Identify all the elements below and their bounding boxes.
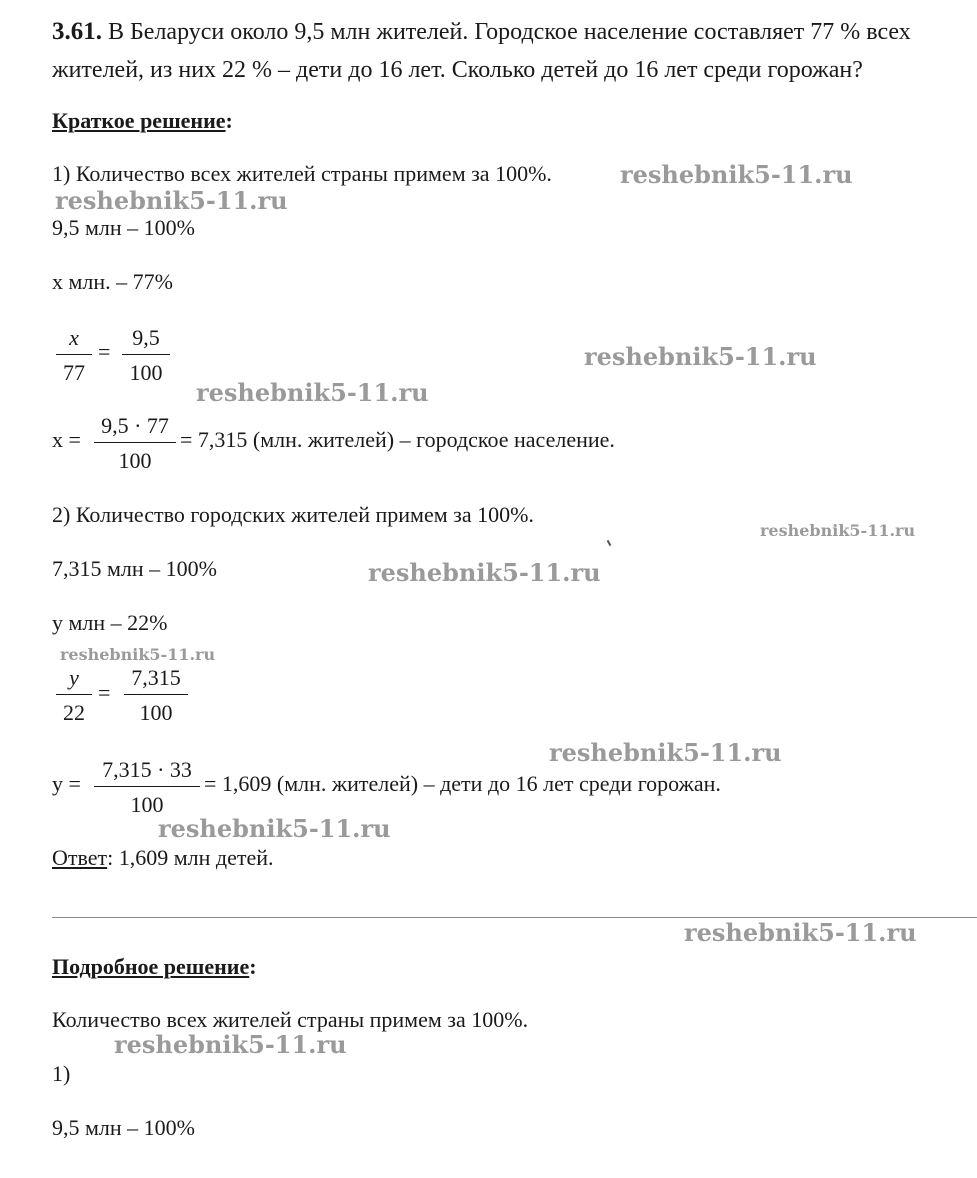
watermark: reshebnik5-11.ru [158,814,391,843]
step-2-text: 2) Количество городских жителей примем за 100%. [52,502,534,527]
problem-text-1: В Беларуси около 9,5 млн жителей. Городское население составляет 77 % всех [108,19,911,45]
fraction-denominator: 22 [63,700,85,725]
watermark: reshebnik5-11.ru [760,521,916,540]
calc-1-prefix: x = [52,427,81,452]
fraction-numerator: 7,315 · 33 [94,758,200,787]
short-solution-heading-text: Краткое решение [52,108,226,133]
proportion-line-4: y млн – 22% [52,610,168,635]
watermark: reshebnik5-11.ru [60,645,216,664]
fraction-numerator: x [56,326,92,355]
detailed-line-3: 9,5 млн – 100% [52,1115,195,1140]
proportion-line-1: 9,5 млн – 100% [52,215,195,240]
detailed-solution-heading-text: Подробное решение [52,954,250,979]
fraction-9-5-over-100 [122,326,170,385]
detailed-solution-heading-colon: : [249,954,257,979]
fraction-x-over-77 [56,326,92,385]
fraction-denominator: 100 [139,700,173,725]
fraction-y-over-22 [56,666,92,725]
calc-2-result: = 1,609 (млн. жителей) – дети до 16 лет среди горожан. [204,771,721,796]
fraction-denominator: 100 [118,448,152,473]
watermark: reshebnik5-11.ru [620,160,853,189]
watermark: reshebnik5-11.ru [684,918,917,947]
fraction-numerator: 9,5 · 77 [94,414,176,443]
watermark: reshebnik5-11.ru [549,738,782,767]
equals-sign: = [98,339,111,364]
fraction-numerator: 9,5 [122,326,170,355]
fraction-denominator: 100 [130,792,164,817]
calc-2-prefix: y = [52,771,81,796]
scan-mark [607,540,612,546]
fraction-numerator: 7,315 [124,666,188,695]
step-1-text: 1) Количество всех жителей страны примем за 100%. [52,161,552,186]
watermark: reshebnik5-11.ru [584,342,817,371]
problem-line-1 [52,17,911,47]
detailed-solution-heading [52,954,257,980]
calc-1-result: = 7,315 (млн. жителей) – городское население. [180,427,615,452]
answer-label: Ответ [52,845,108,870]
detailed-line-2: 1) [52,1061,71,1086]
proportion-line-2: x млн. – 77% [52,269,173,294]
answer-line [52,845,274,871]
calc-2-fraction [94,758,200,817]
short-solution-heading [52,108,233,134]
problem-line-2: жителей, из них 22 % – дети до 16 лет. Сколько детей до 16 лет среди горожан? [52,57,863,83]
answer-text: : 1,609 млн детей. [107,845,274,870]
detailed-line-1: Количество всех жителей страны примем за 100%. [52,1007,529,1032]
fraction-numerator: y [56,666,92,695]
calc-1-fraction [94,414,176,473]
fraction-7-315-over-100 [124,666,188,725]
watermark: reshebnik5-11.ru [196,378,429,407]
fraction-denominator: 100 [129,360,163,385]
watermark: reshebnik5-11.ru [114,1030,347,1059]
short-solution-heading-colon: : [225,108,233,133]
proportion-line-3: 7,315 млн – 100% [52,556,217,581]
watermark: reshebnik5-11.ru [55,186,288,215]
fraction-denominator: 77 [63,360,85,385]
watermark: reshebnik5-11.ru [368,558,601,587]
equals-sign: = [98,680,111,705]
problem-number: 3.61. [52,18,102,45]
